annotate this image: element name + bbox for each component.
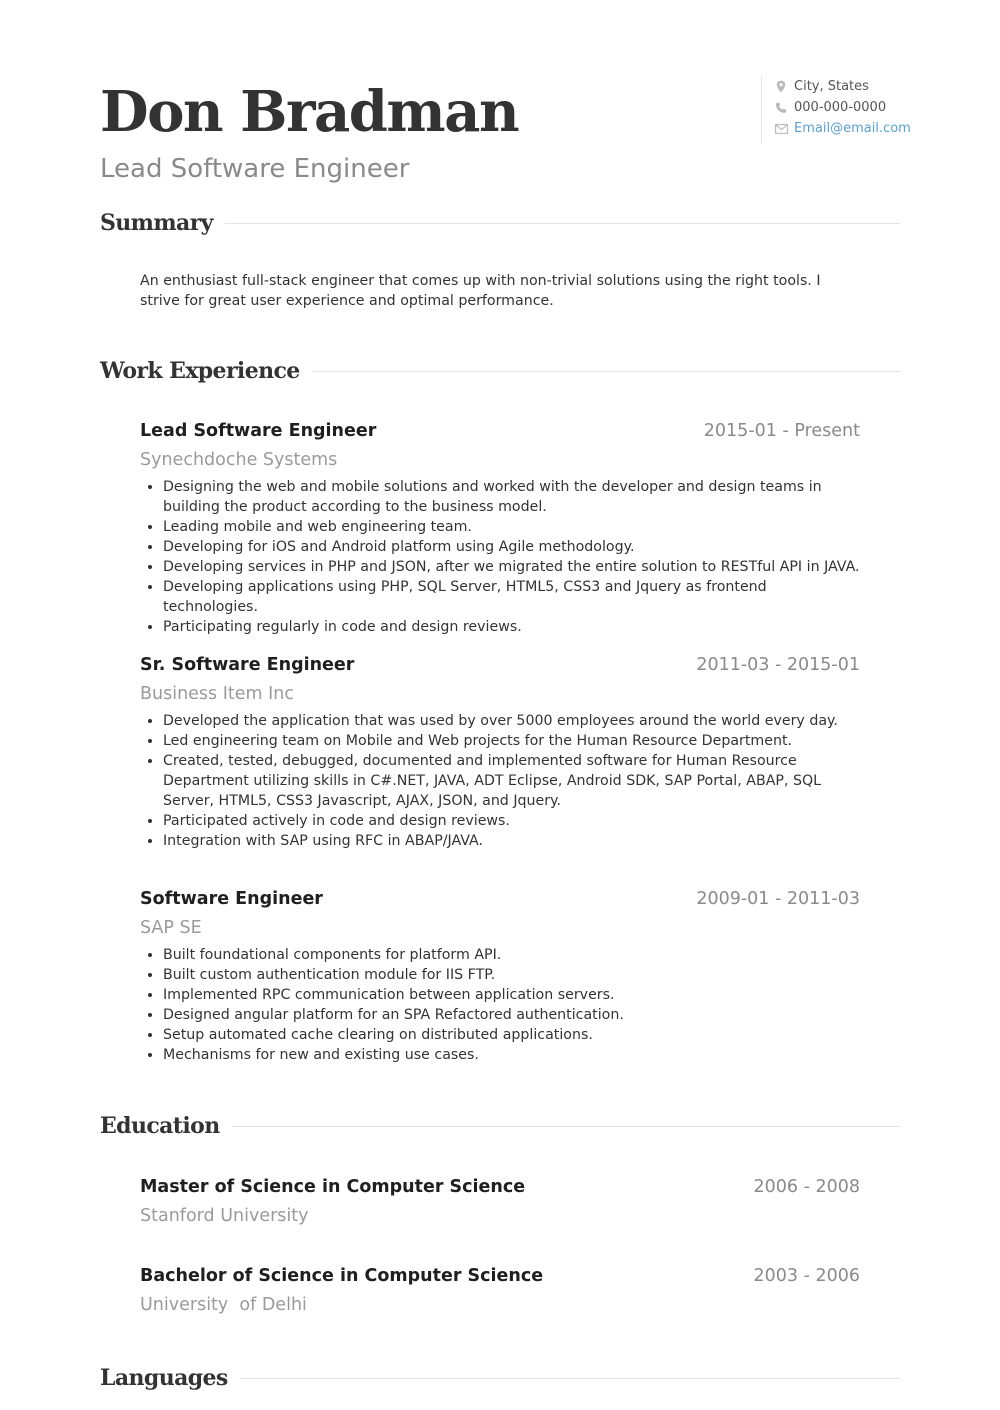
job-title: Software Engineer [140,889,323,909]
list-item: • Developing applications using PHP, SQL Server, HTML5, CSS3 and Jquery as frontend technologies. [163,577,860,617]
candidate-headline: Lead Software Engineer [100,154,410,184]
contact-phone-text: 000-000-0000 [794,100,887,115]
contact-location [774,76,900,97]
section-divider [312,371,900,372]
section-title: Languages [100,1365,228,1391]
list-item: • Leading mobile and web engineering team. [163,517,860,537]
phone-icon [774,101,788,115]
job-dates: 2015-01 - Present [703,421,860,441]
list-item: • Developing services in PHP and JSON, after we migrated the entire solution to RESTful API in JAVA. [163,557,860,577]
section-languages-heading [100,1361,900,1395]
resume-page [100,0,911,1410]
section-title: Summary [100,210,213,236]
section-education-heading [100,1109,900,1143]
company-name: SAP SE [140,918,202,938]
section-work-heading [100,354,900,388]
contact-email-link[interactable]: Email@email.com [794,121,911,136]
list-item: • Built custom authentication module for IIS FTP. [163,965,860,985]
degree-title: Master of Science in Computer Science [140,1177,526,1197]
list-item: • Designed angular platform for an SPA Refactored authentication. [163,1005,860,1025]
list-item: • Built foundational components for platform API. [163,945,860,965]
job-bullets [140,477,860,637]
school-name: Stanford University [140,1206,309,1226]
list-item: • Created, tested, debugged, documented and implemented software for Human Resource Department utilizing skills in C#.NET, JAVA, ADT Eclipse, Android SDK, SAP Portal, ABAP, SQL Server, HTML5, CSS3 Javascript, AJAX, JSON, and Jquery. [163,751,860,811]
section-title: Work Experience [100,358,300,384]
contact-phone [774,97,900,118]
list-item: • Setup automated cache clearing on distributed applications. [163,1025,860,1045]
job-dates: 2011-03 - 2015-01 [696,655,860,675]
job-title: Sr. Software Engineer [140,655,355,675]
company-name: Synechdoche Systems [140,450,338,470]
list-item: • Led engineering team on Mobile and Web projects for the Human Resource Department. [163,731,860,751]
company-name: Business Item Inc [140,684,295,704]
summary-text: An enthusiast full-stack engineer that comes up with non-trivial solutions using the right tools. I strive for great user experience and optimal performance. [140,273,821,309]
list-item: • Implemented RPC communication between application servers. [163,985,860,1005]
section-divider [240,1378,900,1379]
list-item: • Participated actively in code and design reviews. [163,811,860,831]
list-item: • Developed the application that was used by over 5000 employees around the world every day. [163,711,860,731]
education-entry [140,1262,860,1318]
list-item: • Mechanisms for new and existing use cases. [163,1045,860,1065]
section-divider [232,1126,900,1127]
education-entry [140,1173,860,1229]
list-item: • Developing for iOS and Android platform using Agile methodology. [163,537,860,557]
work-entry [140,417,860,637]
section-summary-heading [100,206,900,240]
work-entry [140,651,860,851]
job-dates: 2009-01 - 2011-03 [696,889,860,909]
section-title: Education [100,1113,220,1139]
contact-block [761,76,911,144]
school-name: University of Delhi [140,1295,307,1315]
job-title: Lead Software Engineer [140,421,377,441]
candidate-name: Don Bradman [100,79,519,145]
contact-location-text: City, States [794,79,869,94]
education-dates: 2003 - 2006 [753,1266,860,1286]
degree-title: Bachelor of Science in Computer Science [140,1266,544,1286]
job-bullets [140,945,860,1065]
list-item: • Integration with SAP using RFC in ABAP/JAVA. [163,831,860,851]
envelope-icon [774,122,788,136]
section-divider [225,223,900,224]
work-entry [140,885,860,1065]
map-pin-icon [774,80,788,94]
list-item: • Designing the web and mobile solutions and worked with the developer and design teams in building the product according to the business model. [163,477,860,517]
list-item: • Participating regularly in code and design reviews. [163,617,860,637]
education-dates: 2006 - 2008 [753,1177,860,1197]
contact-email[interactable] [774,118,911,139]
job-bullets [140,711,860,851]
